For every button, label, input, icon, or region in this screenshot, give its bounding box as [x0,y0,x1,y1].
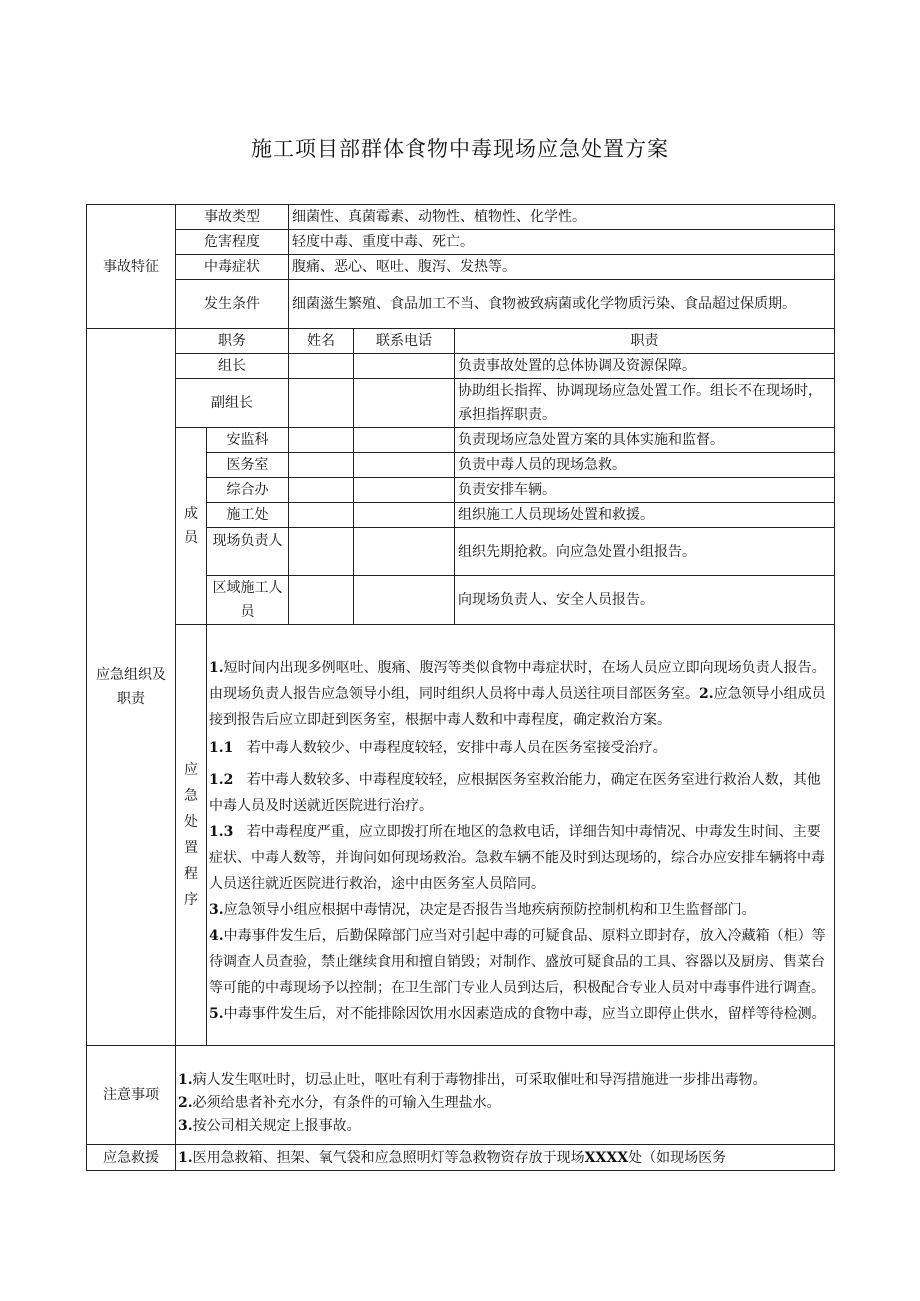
member-duty: 负责现场应急处置方案的具体实施和监督。 [455,428,835,453]
name-cell [289,428,354,453]
phone-cell [354,379,455,428]
feature-row [87,230,835,255]
feature-row [87,280,835,329]
rescue-num: 1. [178,1149,193,1166]
procedure-item [209,897,832,923]
note-item [178,1115,832,1138]
rescue-text: 医用急救箱、担架、氧气袋和应急照明灯等急救物资存放于现场 [192,1149,585,1166]
note-num: 1. [178,1071,193,1088]
feature-key: 事故类型 [176,205,289,230]
section-label-rescue: 应急救援 [87,1145,176,1171]
procedure-text: 若中毒人数较少、中毒程度较轻，安排中毒人员在医务室接受治疗。 [246,740,667,756]
procedure-item [209,767,832,819]
spacer [209,631,832,655]
org-row-leader [87,354,835,379]
section-label-notes: 注意事项 [87,1046,176,1145]
procedure-item [209,655,832,733]
emergency-plan-table [86,204,835,1171]
members-label-text: 成员 [184,506,198,546]
note-num: 2. [178,1094,193,1111]
org-header-phone: 联系电话 [354,329,455,354]
procedure-text: 若中毒人数较多、中毒程度较轻，应根据医务室救治能力，确定在医务室进行救治人数，其他中毒人员及时送就近医院进行治疗。 [209,772,821,814]
member-duty: 负责中毒人员的现场急救。 [455,453,835,478]
procedure-num: 2. [699,686,714,702]
note-text: 病人发生呕吐时，切忌止吐，呕吐有利于毒物排出，可采取催吐和导泻措施进一步排出毒物。 [192,1071,767,1088]
procedure-text: 应急领导小组成员接到报告后应立即赶到医务室，根据中毒人数和中毒程度，确定救治方案。 [209,686,826,728]
phone-cell [354,503,455,528]
feature-value: 细菌性、真菌霉素、动物性、植物性、化学性。 [289,205,835,230]
section-label-features: 事故特征 [87,205,176,329]
name-cell [289,354,354,379]
member-role: 安监科 [207,428,289,453]
member-duty: 组织先期抢救。向应急处置小组报告。 [455,528,835,576]
name-cell [289,478,354,503]
name-cell [289,453,354,478]
org-header-row [87,329,835,354]
rescue-row [87,1145,835,1171]
phone-cell [354,528,455,576]
procedure-num: 5. [209,1006,224,1022]
phone-cell [354,576,455,625]
feature-key: 中毒症状 [176,255,289,280]
rescue-text-after: 处（如现场医务 [628,1149,727,1166]
member-role: 综合办 [207,478,289,503]
member-role: 医务室 [207,453,289,478]
procedure-text: 中毒事件发生后，对不能排除因饮用水因素造成的食物中毒，应当立即停止供水，留样等待检测。 [223,1006,826,1022]
phone-cell [354,354,455,379]
section-label-org: 应急组织及职责 [87,329,176,1046]
org-row-member [87,428,835,453]
procedure-num: 1.2 [209,772,234,788]
procedure-text: 中毒事件发生后，后勤保障部门应当对引起中毒的可疑食品、原料立即封存，放入冷藏箱（柜）等待调查人员查验，禁止继续食用和擅自销毁；对制作、盛放可疑食品的工具、容器以及厨房、售菜台等可能的中毒现场予以控制；在卫生部门专业人员到达后，积极配合专业人员对中毒事件进行调查。 [209,928,826,996]
name-cell [289,379,354,428]
role-leader: 组长 [176,354,289,379]
member-duty: 组织施工人员现场处置和救援。 [455,503,835,528]
org-row-deputy [87,379,835,428]
procedure-num: 1. [209,660,224,676]
rescue-location: XXXX [584,1149,629,1166]
feature-value: 细菌滋生繁殖、食品加工不当、食物被致病菌或化学物质污染、食品超过保质期。 [289,280,835,329]
phone-cell [354,428,455,453]
duty-leader: 负责事故处置的总体协调及资源保障。 [455,354,835,379]
page-title: 施工项目部群体食物中毒现场应急处置方案 [251,137,669,161]
notes-content [176,1046,835,1145]
procedure-row [87,625,835,1046]
procedure-item [209,1001,832,1027]
section-label-procedure: 应急处置程序 [176,625,207,1046]
feature-value: 腹痛、恶心、呕吐、腹泻、发热等。 [289,255,835,280]
org-header-role: 职务 [176,329,289,354]
name-cell [289,503,354,528]
phone-cell [354,478,455,503]
procedure-num: 1.3 [209,824,234,840]
member-role: 施工处 [207,503,289,528]
note-text: 必须给患者补充水分，有条件的可输入生理盐水。 [192,1094,501,1111]
name-cell [289,528,354,576]
procedure-item [209,819,832,897]
feature-value: 轻度中毒、重度中毒、死亡。 [289,230,835,255]
procedure-text: 应急领导小组应根据中毒情况，决定是否报告当地疾病预防控制机构和卫生监督部门。 [223,902,756,918]
procedure-text: 短时间内出现多例呕吐、腹痛、腹泻等类似食物中毒症状时，在场人员应立即向现场负责人报告。由现场负责人报告应急领导小组，同时组织人员将中毒人员送往项目部医务室。 [209,660,826,702]
feature-key: 发生条件 [176,280,289,329]
org-header-duty: 职责 [455,329,835,354]
procedure-text: 若中毒程度严重，应立即拨打所在地区的急救电话，详细告知中毒情况、中毒发生时间、主要症状、中毒人数等，并询问如何现场救治。急救车辆不能及时到达现场的，综合办应安排车辆将中毒人员送往就近医院进行救治，途中由医务室人员陪同。 [209,824,825,892]
role-deputy: 副组长 [176,379,289,428]
procedure-num: 4. [209,928,224,944]
phone-cell [354,453,455,478]
procedure-num: 3. [209,902,224,918]
note-num: 3. [178,1117,193,1134]
rescue-content [176,1145,835,1171]
member-duty: 负责安排车辆。 [455,478,835,503]
note-item [178,1092,832,1115]
note-text: 按公司相关规定上报事故。 [192,1117,361,1134]
member-duty: 向现场负责人、安全人员报告。 [455,576,835,625]
feature-row [87,255,835,280]
members-label [176,428,207,625]
notes-row [87,1046,835,1145]
procedure-content [207,625,835,1046]
member-role: 区域施工人员 [207,576,289,625]
duty-deputy: 协助组长指挥、协调现场应急处置工作。组长不在现场时，承担指挥职责。 [455,379,835,428]
feature-row [87,205,835,230]
feature-key: 危害程度 [176,230,289,255]
procedure-item [209,923,832,1001]
member-role: 现场负责人 [207,528,289,576]
procedure-num: 1.1 [209,740,234,756]
org-header-name: 姓名 [289,329,354,354]
note-item [178,1069,832,1092]
procedure-item [209,735,832,761]
name-cell [289,576,354,625]
